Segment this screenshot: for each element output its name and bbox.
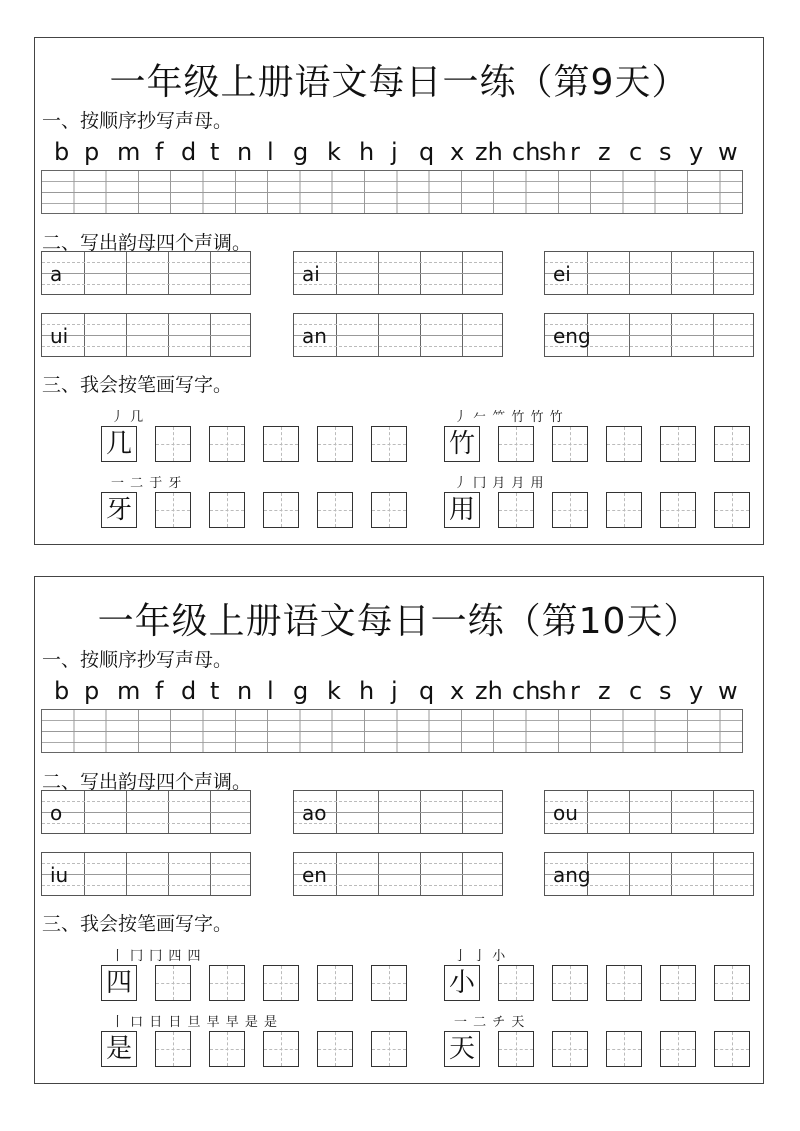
initial-letter: d: [181, 677, 197, 705]
stroke-order: 丨 口 日 日 旦 早 早 是 是: [111, 1015, 279, 1030]
initial-letter: sh: [539, 138, 567, 166]
tone-grid[interactable]: [293, 313, 503, 357]
initial-letter: l: [267, 138, 274, 166]
worksheet-day-9: [34, 37, 764, 545]
practice-box[interactable]: [552, 426, 588, 462]
practice-box[interactable]: [155, 1031, 191, 1067]
practice-box[interactable]: [209, 492, 245, 528]
initials-row: [41, 138, 743, 168]
initial-letter: k: [327, 138, 341, 166]
practice-box[interactable]: [263, 1031, 299, 1067]
tone-grid[interactable]: [544, 790, 754, 834]
tone-grid[interactable]: [41, 313, 251, 357]
final-label: eng: [553, 324, 591, 348]
practice-box[interactable]: [498, 492, 534, 528]
guide-line: [294, 262, 502, 263]
practice-box[interactable]: [714, 492, 750, 528]
model-character: 小: [444, 965, 480, 1001]
final-label: iu: [50, 863, 69, 887]
initial-letter: z: [598, 677, 611, 705]
stroke-order: 丿 几: [111, 410, 145, 425]
initial-letter: k: [327, 677, 341, 705]
practice-box[interactable]: [317, 492, 353, 528]
initial-letter: w: [718, 677, 738, 705]
stroke-order: 丿 冂 月 月 用: [454, 476, 545, 491]
guide-line: [42, 335, 250, 336]
stroke-order: 丿 𠂉 ⺮ 竹 竹 竹: [454, 410, 564, 425]
initial-letter: ch: [512, 138, 541, 166]
guide-line: [42, 863, 250, 864]
initial-letter: s: [659, 138, 672, 166]
model-character: 用: [444, 492, 480, 528]
practice-box[interactable]: [155, 492, 191, 528]
initial-letter: j: [391, 677, 398, 705]
model-character: 是: [101, 1031, 137, 1067]
initial-letter: f: [155, 138, 164, 166]
section-3-heading: 三、我会按笔画写字。: [42, 374, 233, 396]
initial-letter: c: [629, 138, 643, 166]
final-label: ei: [553, 262, 571, 286]
practice-box[interactable]: [155, 426, 191, 462]
final-label: o: [50, 801, 63, 825]
tone-grid[interactable]: [544, 313, 754, 357]
initial-letter: b: [54, 138, 70, 166]
practice-box[interactable]: [714, 965, 750, 1001]
practice-box[interactable]: [606, 426, 642, 462]
practice-box[interactable]: [371, 426, 407, 462]
guide-line: [545, 284, 753, 285]
section-3-heading: 三、我会按笔画写字。: [42, 913, 233, 935]
practice-box[interactable]: [371, 965, 407, 1001]
model-character: 竹: [444, 426, 480, 462]
initial-letter: m: [117, 138, 141, 166]
initial-letter: sh: [539, 677, 567, 705]
initial-letter: w: [718, 138, 738, 166]
guide-line: [42, 823, 250, 824]
guide-line: [42, 324, 250, 325]
section-2-heading: 二、写出韵母四个声调。: [42, 771, 252, 793]
guide-line: [42, 812, 250, 813]
initial-letter: f: [155, 677, 164, 705]
initial-letter: y: [689, 138, 704, 166]
final-label: ao: [302, 801, 327, 825]
model-character: 牙: [101, 492, 137, 528]
practice-box[interactable]: [263, 965, 299, 1001]
practice-box[interactable]: [317, 965, 353, 1001]
practice-box[interactable]: [660, 426, 696, 462]
final-label: a: [50, 262, 63, 286]
initial-letter: x: [450, 677, 465, 705]
stroke-order: 一 二 チ 天: [454, 1015, 526, 1030]
initial-letter: zh: [475, 677, 503, 705]
tone-grid[interactable]: [544, 852, 754, 896]
practice-box[interactable]: [498, 426, 534, 462]
section-2-heading: 二、写出韵母四个声调。: [42, 232, 252, 254]
initials-copy-grid[interactable]: [41, 709, 743, 753]
practice-box[interactable]: [714, 426, 750, 462]
tone-grid[interactable]: [41, 251, 251, 295]
guide-line: [42, 874, 250, 875]
initial-letter: y: [689, 677, 704, 705]
practice-box[interactable]: [209, 965, 245, 1001]
initial-letter: p: [84, 677, 100, 705]
worksheet-title: 一年级上册语文每日一练（第9天）: [109, 62, 689, 103]
initial-letter: t: [210, 138, 220, 166]
guide-line: [545, 262, 753, 263]
initial-letter: n: [237, 138, 253, 166]
initial-letter: g: [293, 138, 309, 166]
initial-letter: z: [598, 138, 611, 166]
guide-line: [42, 284, 250, 285]
initial-letter: j: [391, 138, 398, 166]
practice-box[interactable]: [714, 1031, 750, 1067]
guide-line: [42, 346, 250, 347]
model-character: 四: [101, 965, 137, 1001]
initial-letter: ch: [512, 677, 541, 705]
practice-box[interactable]: [371, 492, 407, 528]
initials-copy-grid[interactable]: [41, 170, 743, 214]
practice-box[interactable]: [660, 965, 696, 1001]
worksheet-title: 一年级上册语文每日一练（第10天）: [97, 601, 701, 642]
practice-box[interactable]: [606, 965, 642, 1001]
final-label: ai: [302, 262, 320, 286]
initial-letter: q: [419, 677, 435, 705]
section-1-heading: 一、按顺序抄写声母。: [42, 110, 233, 132]
initial-letter: x: [450, 138, 465, 166]
initial-letter: t: [210, 677, 220, 705]
tone-grid[interactable]: [41, 852, 251, 896]
practice-box[interactable]: [498, 1031, 534, 1067]
initial-letter: q: [419, 138, 435, 166]
initial-letter: b: [54, 677, 70, 705]
stroke-order: 亅 亅 小: [454, 949, 507, 964]
practice-box[interactable]: [660, 1031, 696, 1067]
practice-box[interactable]: [209, 426, 245, 462]
initial-letter: r: [570, 677, 580, 705]
final-label: ui: [50, 324, 69, 348]
stroke-order: 丨 冂 冂 四 四: [111, 949, 202, 964]
tone-grid[interactable]: [293, 852, 503, 896]
stroke-order: 一 二 于 牙: [111, 476, 183, 491]
final-label: ang: [553, 863, 591, 887]
worksheet-day-10: [34, 576, 764, 1084]
initial-letter: n: [237, 677, 253, 705]
guide-line: [42, 885, 250, 886]
initial-letter: c: [629, 677, 643, 705]
practice-box[interactable]: [552, 965, 588, 1001]
practice-box[interactable]: [606, 492, 642, 528]
final-label: an: [302, 324, 327, 348]
practice-box[interactable]: [552, 492, 588, 528]
practice-box[interactable]: [209, 1031, 245, 1067]
guide-line: [294, 284, 502, 285]
model-character: 天: [444, 1031, 480, 1067]
practice-box[interactable]: [155, 965, 191, 1001]
initial-letter: h: [359, 138, 375, 166]
tone-grid[interactable]: [41, 790, 251, 834]
initial-letter: s: [659, 677, 672, 705]
initial-letter: g: [293, 677, 309, 705]
practice-box[interactable]: [371, 1031, 407, 1067]
practice-box[interactable]: [317, 426, 353, 462]
practice-box[interactable]: [498, 965, 534, 1001]
final-label: ou: [553, 801, 578, 825]
initial-letter: zh: [475, 138, 503, 166]
practice-box[interactable]: [606, 1031, 642, 1067]
initial-letter: p: [84, 138, 100, 166]
final-label: en: [302, 863, 327, 887]
tone-grid[interactable]: [293, 251, 503, 295]
practice-box[interactable]: [552, 1031, 588, 1067]
initials-row: [41, 677, 743, 707]
guide-line: [42, 801, 250, 802]
guide-line: [545, 273, 753, 274]
practice-box[interactable]: [263, 426, 299, 462]
practice-box[interactable]: [660, 492, 696, 528]
tone-grid[interactable]: [544, 251, 754, 295]
practice-box[interactable]: [317, 1031, 353, 1067]
tone-grid[interactable]: [293, 790, 503, 834]
initial-letter: h: [359, 677, 375, 705]
initial-letter: l: [267, 677, 274, 705]
guide-line: [294, 273, 502, 274]
guide-line: [42, 273, 250, 274]
section-1-heading: 一、按顺序抄写声母。: [42, 649, 233, 671]
practice-box[interactable]: [263, 492, 299, 528]
initial-letter: d: [181, 138, 197, 166]
initial-letter: r: [570, 138, 580, 166]
guide-line: [42, 262, 250, 263]
model-character: 几: [101, 426, 137, 462]
initial-letter: m: [117, 677, 141, 705]
